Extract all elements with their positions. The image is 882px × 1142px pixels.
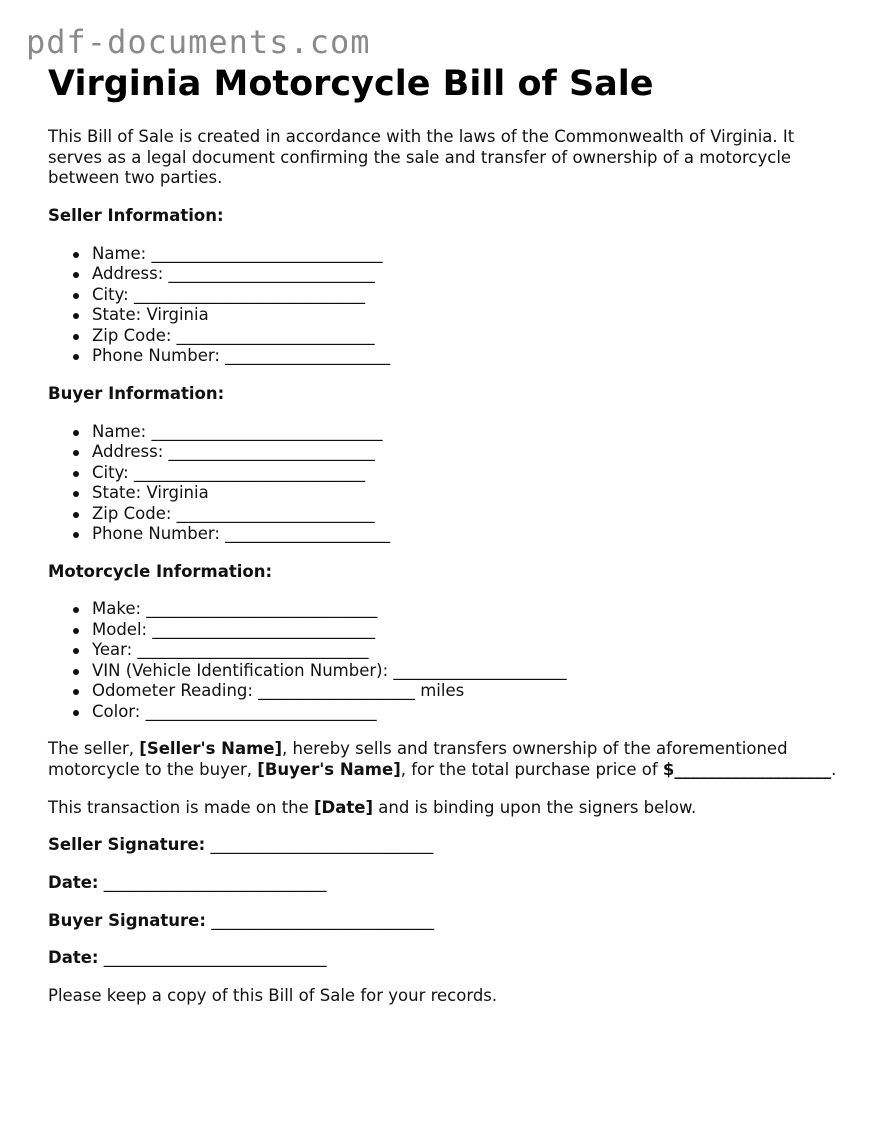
motorcycle-list [48,599,848,722]
seller-date-blank: ___________________________ [103,873,327,893]
list-item: Address: _________________________ [92,442,848,463]
list-item: Phone Number: ____________________ [92,524,848,545]
sale-text: , for the total purchase price of [400,759,663,779]
sale-text: The seller, [48,739,140,759]
list-item: Phone Number: ____________________ [92,346,848,367]
watermark: pdf-documents.com [26,23,371,61]
sale-text: , hereby sells and transfers ownership of the aforementioned motorcycle to the buyer, [48,739,788,779]
page-title: Virginia Motorcycle Bill of Sale [48,64,654,104]
buyer-name-placeholder: [Buyer's Name] [257,759,401,779]
list-item: Year: ____________________________ [92,640,848,661]
list-item: City: ____________________________ [92,285,848,306]
list-item: Address: _________________________ [92,264,848,285]
date-placeholder: [Date] [314,797,374,817]
seller-date-label: Date: [48,873,99,893]
transaction-text: This transaction is made on the [48,797,315,817]
seller-signature-blank: ___________________________ [210,835,434,855]
price-placeholder: $___________________ [662,759,832,779]
list-item: Zip Code: ________________________ [92,504,848,525]
seller-name-placeholder: [Seller's Name] [139,739,283,759]
list-item: Color: ____________________________ [92,702,848,723]
seller-signature-label: Seller Signature: [48,835,206,855]
buyer-date-blank: ___________________________ [103,948,327,968]
list-item: Make: ____________________________ [92,599,848,620]
seller-list [48,244,848,367]
buyer-signature-blank: ___________________________ [211,910,434,930]
seller-heading: Seller Information: [48,206,224,226]
list-item: State: Virginia [92,483,848,504]
list-item: Name: ____________________________ [92,422,848,443]
list-item: Zip Code: ________________________ [92,326,848,347]
sale-text: . [831,759,837,779]
buyer-signature-line [48,911,848,932]
list-item: City: ____________________________ [92,463,848,484]
transaction-paragraph [48,798,848,819]
document-page [48,62,848,1007]
seller-signature-line [48,835,848,856]
buyer-heading: Buyer Information: [48,383,225,403]
transaction-text: and is binding upon the signers below. [373,797,697,817]
intro-paragraph: This Bill of Sale is created in accordance with the laws of the Commonwealth of Virginia. It serves as a legal document confirming the sale and transfer of ownership of a motorcycle between two parties. [48,127,795,188]
buyer-date-label: Date: [48,948,99,968]
sale-paragraph [48,739,848,780]
list-item: Model: ___________________________ [92,620,848,641]
closing-note: Please keep a copy of this Bill of Sale for your records. [48,986,498,1006]
list-item: Name: ____________________________ [92,244,848,265]
motorcycle-heading: Motorcycle Information: [48,561,273,581]
buyer-list [48,422,848,545]
buyer-signature-label: Buyer Signature: [48,910,206,930]
list-item: State: Virginia [92,305,848,326]
seller-date-line [48,873,848,894]
list-item: VIN (Vehicle Identification Number): _____________________ [92,661,848,682]
buyer-date-line [48,948,848,969]
list-item: Odometer Reading: ___________________ miles [92,681,848,702]
